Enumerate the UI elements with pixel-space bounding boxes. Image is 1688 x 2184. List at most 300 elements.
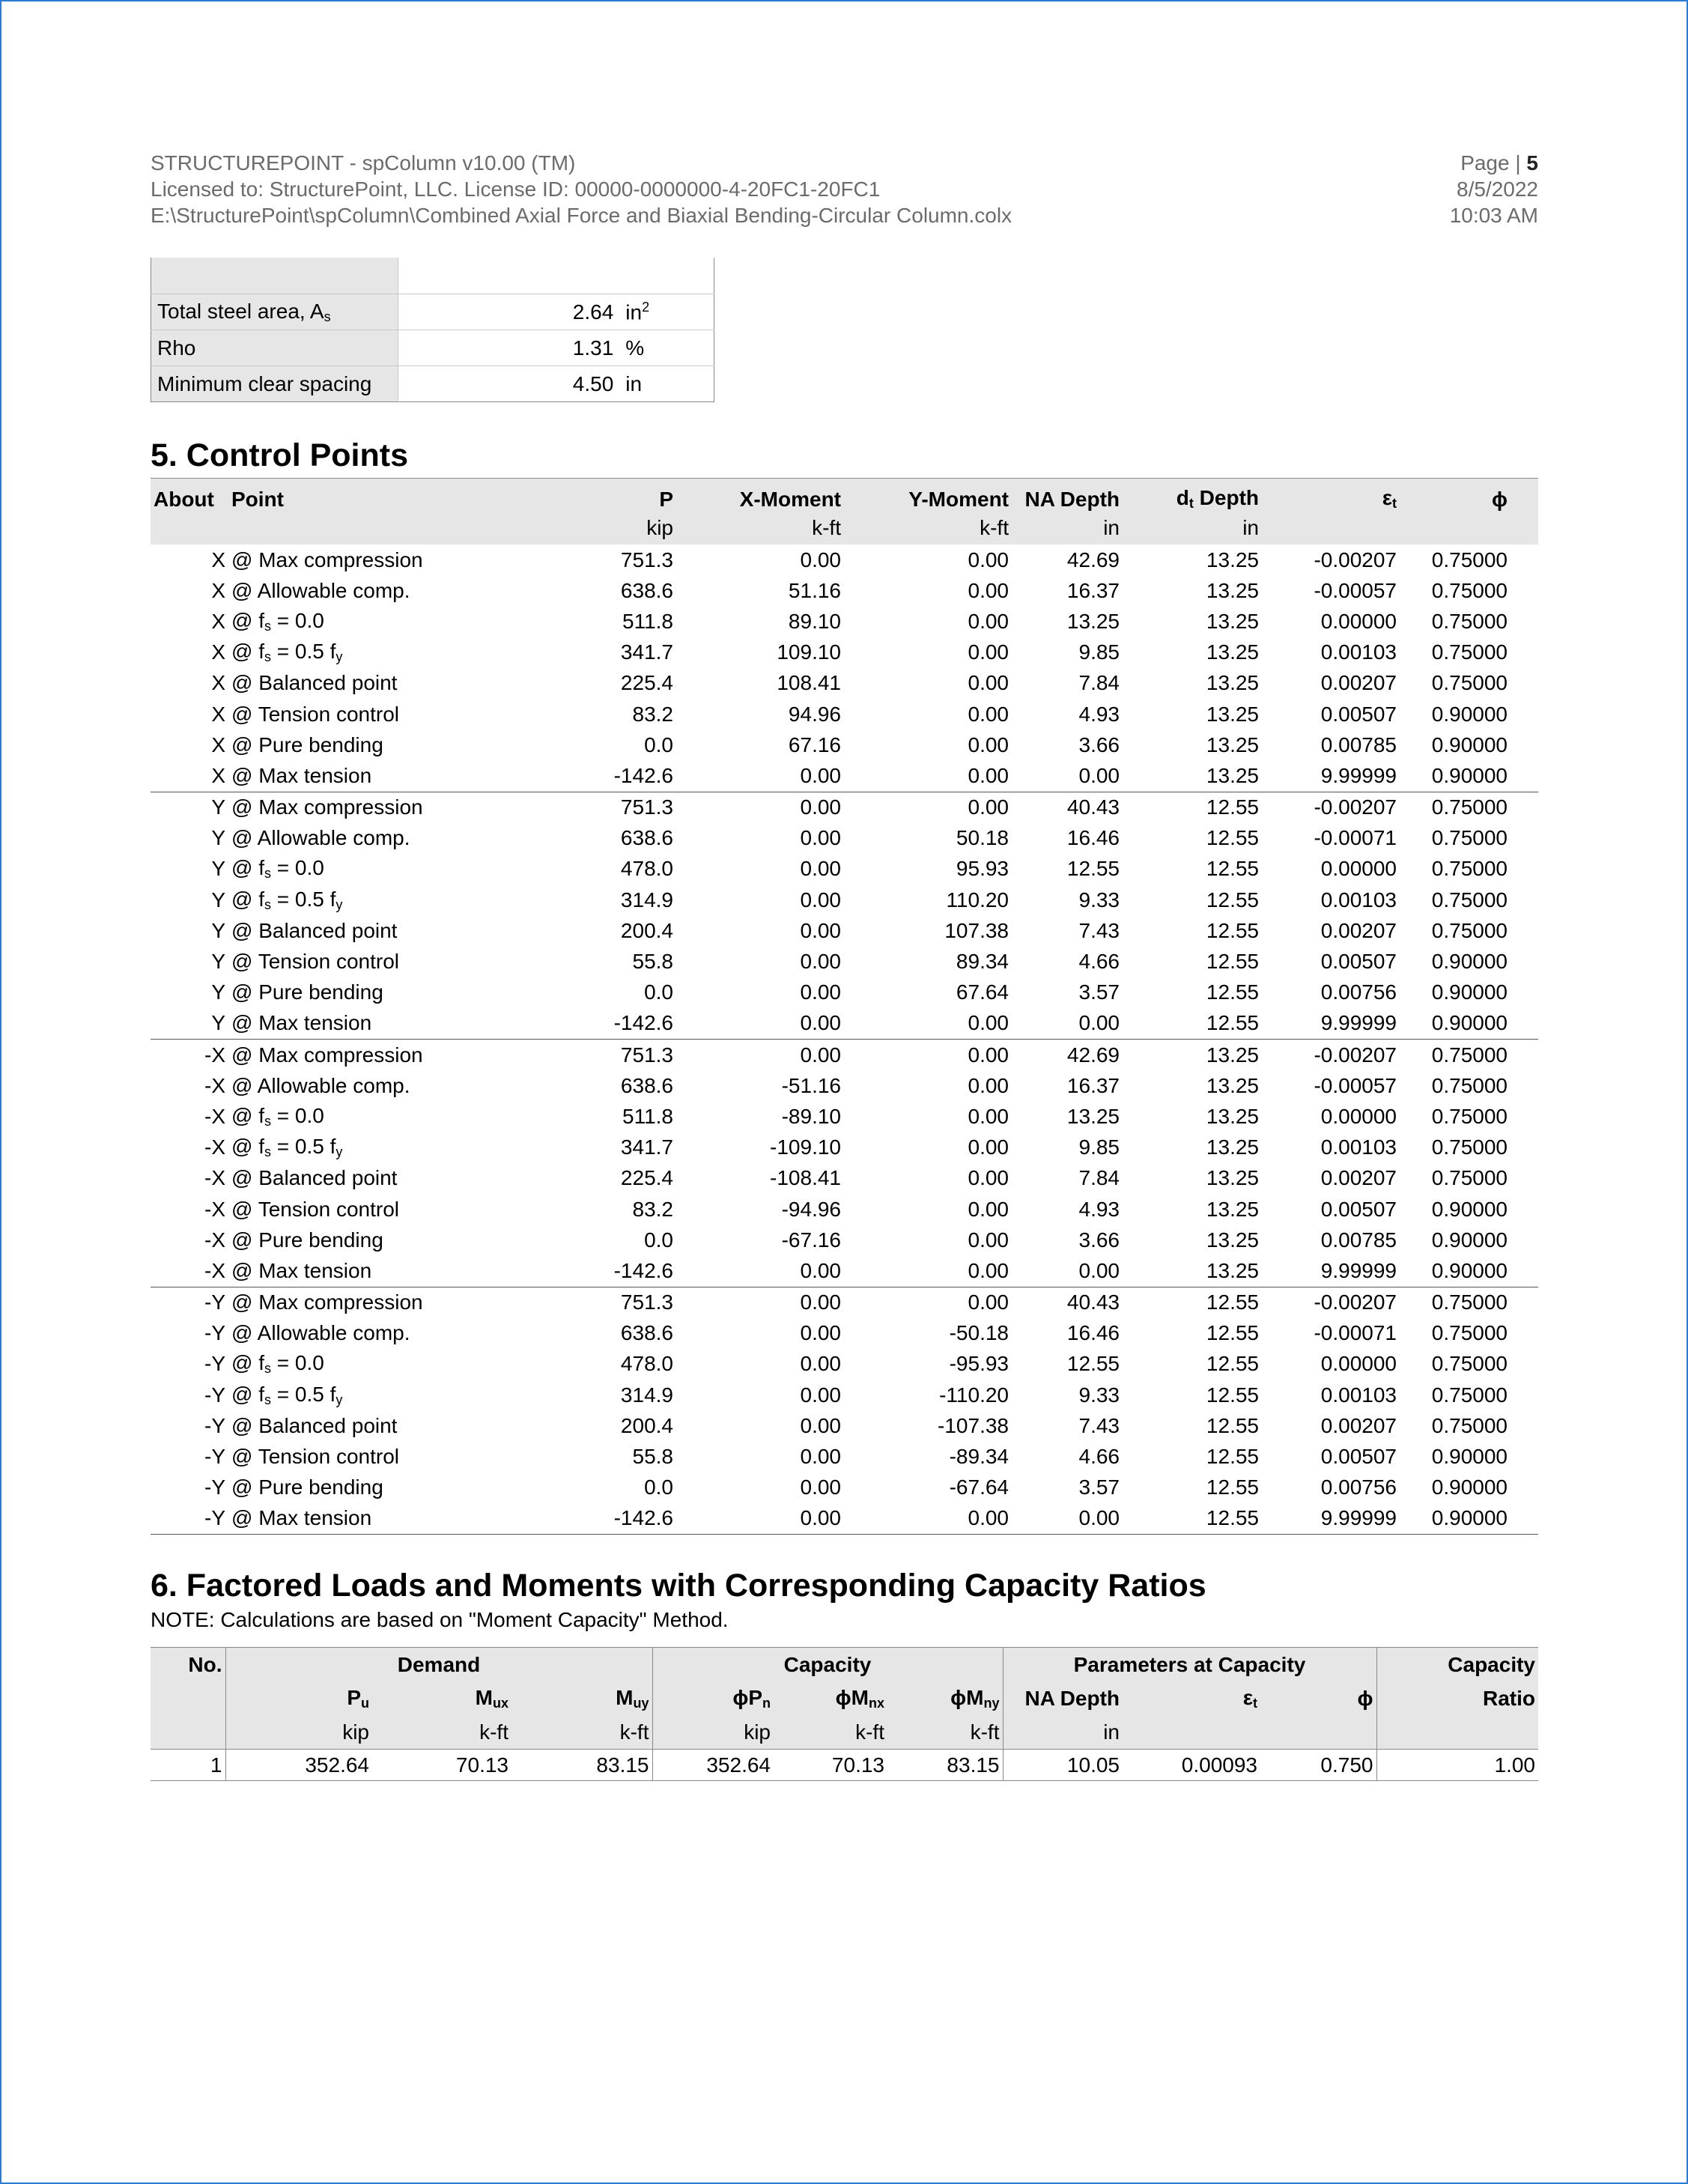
cell-x-moment: 0.00 (800, 980, 841, 1004)
cell-p: -142.6 (476, 1503, 676, 1535)
spacing-unit: in (619, 366, 714, 402)
cell-y-moment: 0.00 (968, 1135, 1009, 1159)
control-points-title: 5. Control Points (151, 437, 408, 473)
cell-p: 638.6 (620, 826, 673, 850)
cell-epsilon-t: 0.00103 (1320, 640, 1397, 664)
cell-phi: 0.75000 (1400, 1287, 1511, 1318)
cell-ratio: 1.00 (1376, 1750, 1538, 1781)
cell-point: @ Tension control (231, 1197, 400, 1221)
cell-about: Y (151, 792, 228, 823)
table-row (151, 1101, 1538, 1132)
table-row (151, 668, 1538, 699)
table-row (151, 854, 1538, 885)
cell-about: -Y (151, 1287, 228, 1318)
cell-dt-depth: 13.25 (1206, 702, 1259, 726)
col-muy: $M_{uy}$ (511, 1681, 652, 1715)
cell-phi: 0.90000 (1431, 702, 1508, 726)
cell-y-moment: -95.93 (949, 1352, 1009, 1376)
cell-point: @ Max tension (228, 1503, 476, 1535)
cell-about: X (211, 547, 225, 571)
cell-y-moment: 0.00 (968, 732, 1009, 756)
table-row (151, 637, 1538, 668)
cell-about: -Y (204, 1383, 225, 1407)
cell-phi: 0.90000 (1400, 1503, 1511, 1535)
cell-dt-depth: 12.55 (1206, 857, 1259, 881)
cell-p: 225.4 (620, 671, 673, 695)
table-row (151, 1472, 1538, 1503)
header-left (151, 150, 1012, 228)
cell-about: -Y (204, 1352, 225, 1376)
cell-about: -X (204, 1135, 225, 1159)
cell-p: 225.4 (620, 1166, 673, 1190)
cell-na-depth: 4.93 (1078, 702, 1120, 726)
cell-epsilon-t: 0.00103 (1320, 888, 1397, 911)
col-no: No. (151, 1648, 225, 1682)
cell-x-moment: -108.41 (770, 1166, 841, 1190)
cell-point: @ Balanced point (231, 1413, 398, 1437)
cell-y-moment: 0.00 (844, 1040, 1012, 1071)
cell-na-depth: 16.46 (1066, 1321, 1120, 1345)
table-row (151, 545, 1538, 575)
col-about: About (151, 479, 228, 512)
spacing-label: Minimum clear spacing (151, 366, 398, 402)
steel-rho-row (151, 330, 714, 366)
cell-p: 751.3 (476, 792, 676, 823)
factored-units-row (151, 1715, 1538, 1750)
col-phi: ϕ (1400, 479, 1511, 512)
cell-y-moment: -67.64 (949, 1475, 1009, 1499)
cell-p: 0.0 (644, 732, 673, 756)
cell-na-depth: 7.43 (1078, 1413, 1120, 1437)
cell-phi: 0.75000 (1431, 1413, 1508, 1437)
cell-epsilon-t: 0.00207 (1320, 671, 1397, 695)
cell-y-moment: -50.18 (949, 1321, 1009, 1345)
page-label: Page | (1460, 151, 1527, 175)
cell-p: 751.3 (476, 1287, 676, 1318)
table-row (151, 1070, 1538, 1101)
col-dt-depth: $d_t$ Depth (1123, 479, 1262, 512)
cell-point: @ Pure bending (231, 980, 383, 1004)
table-row (151, 1194, 1538, 1225)
cell-epsilon-t: 0.00507 (1320, 950, 1397, 974)
cell-about: -Y (204, 1413, 225, 1437)
header-date: 8/5/2022 (1457, 178, 1538, 201)
table-row (151, 1349, 1538, 1380)
table-row (151, 1163, 1538, 1194)
cell-point: @ Pure bending (231, 1228, 383, 1252)
table-row (151, 1008, 1538, 1040)
cell-x-moment: 94.96 (788, 702, 841, 726)
cell-epsilon-t: -0.00207 (1262, 792, 1400, 823)
cell-na-depth: 4.66 (1078, 950, 1120, 974)
cell-dt-depth: 13.25 (1206, 578, 1259, 602)
cell-about: Y (211, 888, 225, 911)
cell-epsilon-t: 0.00507 (1320, 702, 1397, 726)
cell-epsilon-t: 0.00507 (1320, 1197, 1397, 1221)
cell-na-depth: 4.93 (1078, 1197, 1120, 1221)
cell-phi: 0.75000 (1431, 1321, 1508, 1345)
cell-about: Y (211, 857, 225, 881)
cell-x-moment: -109.10 (770, 1135, 841, 1159)
unit-na-depth-capacity: in (1003, 1715, 1123, 1750)
control-points-units-row (151, 512, 1538, 545)
total-steel-unit: $in^2$ (619, 294, 714, 330)
cell-x-moment: 108.41 (777, 671, 841, 695)
cell-mux: 70.13 (372, 1750, 511, 1781)
table-row (151, 1040, 1538, 1071)
table-row (151, 606, 1538, 637)
cell-phi: 0.75000 (1431, 578, 1508, 602)
cell-dt-depth: 13.25 (1206, 1104, 1259, 1128)
cell-phipn: 352.64 (652, 1750, 774, 1781)
cell-point: @ $f_s = 0.0$ (231, 856, 324, 882)
cell-na-depth: 7.84 (1078, 1166, 1120, 1190)
cell-dt-depth: 12.55 (1206, 1383, 1259, 1407)
cell-na-depth: 9.33 (1078, 1383, 1120, 1407)
cell-na-depth: 42.69 (1066, 547, 1120, 571)
cell-point: @ Max tension (231, 763, 372, 787)
cell-phi: 0.75000 (1431, 1135, 1508, 1159)
cell-dt-depth: 12.55 (1206, 1011, 1259, 1035)
cell-y-moment: 89.34 (956, 950, 1009, 974)
col-y-moment: Y-Moment (844, 479, 1012, 512)
table-row (151, 823, 1538, 854)
cell-x-moment: -67.16 (781, 1228, 841, 1252)
cell-x-moment: 0.00 (676, 1040, 844, 1071)
cell-dt-depth: 12.55 (1206, 1413, 1259, 1437)
cell-epsilon-t: 0.00000 (1320, 1352, 1397, 1376)
cell-p: 314.9 (620, 888, 673, 911)
cell-point: @ $f_s = 0.5$ $f_y$ (231, 1382, 343, 1407)
cell-phi: 0.75000 (1400, 1040, 1511, 1071)
col-mux: $M_{ux}$ (372, 1681, 511, 1715)
cell-na-depth: 16.37 (1066, 578, 1120, 602)
cell-x-moment: 0.00 (676, 1287, 844, 1318)
table-row (151, 575, 1538, 606)
cell-na-depth: 13.25 (1066, 609, 1120, 633)
cell-about: Y (211, 980, 225, 1004)
cell-na-depth: 0.00 (1012, 1503, 1123, 1535)
cell-y-moment: -89.34 (949, 1445, 1009, 1469)
table-row (151, 760, 1538, 792)
cell-point: @ Balanced point (231, 918, 398, 942)
cell-na-depth: 12.55 (1066, 1352, 1120, 1376)
cell-na-depth: 40.43 (1012, 792, 1123, 823)
cell-dt-depth: 13.25 (1206, 671, 1259, 695)
cell-epsilon-t: -0.00207 (1262, 1040, 1400, 1071)
cell-point: @ Max compression (228, 792, 476, 823)
cell-na-depth: 12.55 (1066, 857, 1120, 881)
cell-point: @ Allowable comp. (231, 1073, 410, 1097)
col-ratio: Ratio (1376, 1681, 1538, 1715)
cell-dt-depth: 12.55 (1206, 1445, 1259, 1469)
unit-na-depth: in (1012, 512, 1123, 545)
col-p: P (476, 479, 676, 512)
cell-point: @ Pure bending (231, 732, 383, 756)
table-row (151, 1255, 1538, 1287)
cell-y-moment: 0.00 (968, 1073, 1009, 1097)
cell-about: -X (204, 1228, 225, 1252)
cell-na-depth: 3.66 (1078, 1228, 1120, 1252)
cell-p: 314.9 (620, 1383, 673, 1407)
unit-x-moment: k-ft (676, 512, 844, 545)
cell-x-moment: 0.00 (676, 792, 844, 823)
cell-point: @ Max compression (231, 547, 423, 571)
cell-p: -142.6 (613, 1011, 673, 1035)
cell-dt-depth: 13.25 (1206, 1197, 1259, 1221)
unit-pu: kip (225, 1715, 372, 1750)
cell-y-moment: 0.00 (968, 1011, 1009, 1035)
cell-p: 341.7 (620, 640, 673, 664)
factored-loads-note: NOTE: Calculations are based on "Moment Capacity" Method. (151, 1608, 729, 1631)
header-page (1450, 150, 1538, 176)
cell-point: @ Max tension (231, 1258, 372, 1282)
cell-dt-depth: 12.55 (1123, 1287, 1262, 1318)
factored-loads-table (151, 1647, 1538, 1781)
cell-about: -X (204, 1166, 225, 1190)
cell-y-moment: 110.20 (946, 888, 1009, 911)
cell-na-depth: 3.57 (1078, 980, 1120, 1004)
cell-dt-depth: 13.25 (1206, 1166, 1259, 1190)
table-row (151, 1287, 1538, 1318)
cell-p: 83.2 (632, 702, 673, 726)
cell-dt-depth: 13.25 (1206, 640, 1259, 664)
cell-about: X (211, 702, 225, 726)
cell-y-moment: 0.00 (968, 1258, 1009, 1282)
cell-dt-depth: 13.25 (1206, 1073, 1259, 1097)
cell-point: @ Balanced point (231, 1166, 398, 1190)
cell-dt-depth: 13.25 (1206, 1228, 1259, 1252)
cell-phi: 0.90000 (1431, 950, 1508, 974)
cell-y-moment: 95.93 (956, 857, 1009, 881)
cell-point: @ Max compression (228, 1287, 476, 1318)
cell-p: 638.6 (620, 1321, 673, 1345)
cell-p: -142.6 (613, 763, 673, 787)
cell-y-moment: 0.00 (968, 609, 1009, 633)
cell-epsilon-t: 0.00756 (1320, 1475, 1397, 1499)
cell-phi: 0.90000 (1431, 1228, 1508, 1252)
cell-point: @ Max compression (228, 1040, 476, 1071)
cell-about: X (211, 763, 225, 787)
col-group-demand: Demand (225, 1648, 652, 1682)
col-group-ratio: Capacity (1376, 1648, 1538, 1682)
cell-x-moment: 109.10 (777, 640, 841, 664)
cell-p: -142.6 (613, 1258, 673, 1282)
unit-phipn: kip (652, 1715, 774, 1750)
cell-epsilon-t: -0.00071 (1314, 1321, 1397, 1345)
cell-point: @ $f_s = 0.5$ $f_y$ (231, 640, 343, 665)
cell-phi: 0.75000 (1431, 671, 1508, 695)
cell-y-moment: 0.00 (844, 792, 1012, 823)
cell-x-moment: -94.96 (781, 1197, 841, 1221)
cell-x-moment: 89.10 (788, 609, 841, 633)
cell-muy: 83.15 (511, 1750, 652, 1781)
col-phimnx: $\phi M_{nx}$ (774, 1681, 887, 1715)
cell-y-moment: 0.00 (968, 1166, 1009, 1190)
cell-na-depth: 9.85 (1078, 1135, 1120, 1159)
table-row (151, 885, 1538, 915)
unit-p: kip (476, 512, 676, 545)
cell-epsilon-t: 0.00000 (1320, 857, 1397, 881)
cell-y-moment: 0.00 (968, 1228, 1009, 1252)
cell-about: -X (151, 1040, 228, 1071)
cell-p: 478.0 (620, 1352, 673, 1376)
cell-phi: 0.90000 (1431, 763, 1508, 787)
cell-p: 638.6 (620, 578, 673, 602)
cell-about: Y (211, 1011, 225, 1035)
col-phimny: $\phi M_{ny}$ (887, 1681, 1003, 1715)
cell-phimnx: 70.13 (774, 1750, 887, 1781)
total-steel-label: Total steel area, $A_s$ (151, 294, 398, 330)
factored-loads-title: 6. Factored Loads and Moments with Corresponding Capacity Ratios (151, 1568, 1206, 1604)
cell-dt-depth: 12.55 (1123, 792, 1262, 823)
cell-na-depth: 3.66 (1078, 732, 1120, 756)
cell-epsilon-t: 0.00207 (1320, 918, 1397, 942)
cell-about: -Y (151, 1503, 228, 1535)
rho-value: 1.31 (398, 330, 620, 366)
rho-label: Rho (151, 330, 398, 366)
cell-about: -X (204, 1197, 225, 1221)
cell-p: 0.0 (644, 1228, 673, 1252)
control-points-header-row (151, 479, 1538, 512)
cell-p: 341.7 (620, 1135, 673, 1159)
cell-point: @ Allowable comp. (231, 826, 410, 850)
cell-epsilon-t: 9.99999 (1320, 763, 1397, 787)
cell-phi: 0.75000 (1431, 918, 1508, 942)
cell-p: 200.4 (620, 918, 673, 942)
cell-na-depth: 42.69 (1012, 1040, 1123, 1071)
cell-dt-depth: 12.55 (1206, 950, 1259, 974)
cell-p: 511.8 (622, 1104, 673, 1128)
cell-phi: 0.75000 (1400, 792, 1511, 823)
cell-x-moment: -89.10 (781, 1104, 841, 1128)
table-row (151, 1225, 1538, 1255)
cell-epsilon-t: 0.00103 (1320, 1383, 1397, 1407)
cell-p: 0.0 (644, 980, 673, 1004)
cell-about: X (211, 732, 225, 756)
cell-y-moment: 0.00 (968, 547, 1009, 571)
cell-epsilon-t: 0.00785 (1320, 1228, 1397, 1252)
cell-epsilon-t: 0.00000 (1320, 609, 1397, 633)
cell-na-depth: 3.57 (1078, 1475, 1120, 1499)
steel-total-row (151, 294, 714, 330)
cell-epsilon-t: 9.99999 (1320, 1011, 1397, 1035)
cell-phi: 0.75000 (1431, 1073, 1508, 1097)
cell-point: @ Max tension (231, 1011, 372, 1035)
cell-point: @ Allowable comp. (231, 578, 410, 602)
cell-x-moment: 0.00 (800, 950, 841, 974)
cell-phi: 0.75000 (1431, 826, 1508, 850)
cell-point: @ Tension control (231, 1445, 400, 1469)
cell-about: -X (204, 1104, 225, 1128)
cell-epsilon-t: 0.00207 (1320, 1413, 1397, 1437)
cell-dt-depth: 12.55 (1206, 980, 1259, 1004)
cell-dt-depth: 13.25 (1206, 609, 1259, 633)
col-na-depth: NA Depth (1012, 479, 1123, 512)
cell-na-depth: 40.43 (1012, 1287, 1123, 1318)
cell-x-moment: 0.00 (800, 888, 841, 911)
unit-y-moment: k-ft (844, 512, 1012, 545)
unit-dt-depth: in (1123, 512, 1262, 545)
cell-x-moment: 0.00 (800, 1258, 841, 1282)
table-row (151, 699, 1538, 729)
col-group-parameters: Parameters at Capacity (1003, 1648, 1376, 1682)
cell-epsilon-t: 0.00207 (1320, 1166, 1397, 1190)
col-epsilon-t-capacity: $\varepsilon_t$ (1123, 1681, 1260, 1715)
cell-x-moment: 0.00 (800, 763, 841, 787)
cell-dt-depth: 12.55 (1206, 888, 1259, 911)
total-steel-value: 2.64 (398, 294, 620, 330)
table-row (151, 1132, 1538, 1163)
header-right (1450, 150, 1538, 228)
cell-epsilon-t: 0.00000 (1320, 1104, 1397, 1128)
cell-about: X (211, 671, 225, 695)
cell-p: 751.3 (476, 1040, 676, 1071)
cell-phi: 0.75000 (1431, 640, 1508, 664)
cell-epsilon-t: 9.99999 (1320, 1258, 1397, 1282)
cell-y-moment: -107.38 (938, 1413, 1009, 1437)
cell-phi: 0.75000 (1431, 857, 1508, 881)
cell-x-moment: 0.00 (676, 1503, 844, 1535)
cell-about: Y (211, 826, 225, 850)
cell-y-moment: 0.00 (968, 702, 1009, 726)
factored-column-header-row (151, 1681, 1538, 1715)
cell-na-depth: 0.00 (1078, 763, 1120, 787)
cell-na-depth: 16.46 (1066, 826, 1120, 850)
cell-x-moment: 0.00 (800, 1475, 841, 1499)
cell-about: -Y (204, 1445, 225, 1469)
cell-na-depth: 13.25 (1066, 1104, 1120, 1128)
col-pu: $P_u$ (225, 1681, 372, 1715)
cell-epsilon-t: 0.00093 (1123, 1750, 1260, 1781)
cell-epsilon-t: 0.00103 (1320, 1135, 1397, 1159)
cell-na-depth: 7.84 (1078, 671, 1120, 695)
cell-p: 83.2 (632, 1197, 673, 1221)
control-points-body (151, 545, 1538, 1535)
control-points-table (151, 478, 1538, 1535)
table-row (151, 1750, 1538, 1781)
unit-muy: k-ft (511, 1715, 652, 1750)
cell-dt-depth: 12.55 (1206, 1352, 1259, 1376)
unit-phimnx: k-ft (774, 1715, 887, 1750)
cell-na-depth: 9.85 (1078, 640, 1120, 664)
cell-p: 638.6 (620, 1073, 673, 1097)
cell-phi: 0.90000 (1431, 1258, 1508, 1282)
cell-x-moment: 0.00 (800, 1352, 841, 1376)
cell-x-moment: 0.00 (800, 1445, 841, 1469)
cell-na-depth: 4.66 (1078, 1445, 1120, 1469)
cell-p: 55.8 (632, 950, 673, 974)
cell-y-moment: 0.00 (968, 671, 1009, 695)
table-row (151, 915, 1538, 946)
cell-phi: 0.90000 (1431, 1011, 1508, 1035)
cell-x-moment: 67.16 (788, 732, 841, 756)
cell-phi: 0.75000 (1431, 1383, 1508, 1407)
header-filepath: E:\StructurePoint\spColumn\Combined Axial Force and Biaxial Bending-Circular Column.colx (151, 204, 1013, 227)
cell-phi: 0.75000 (1431, 1166, 1508, 1190)
cell-na-depth: 16.37 (1066, 1073, 1120, 1097)
cell-point: @ $f_s = 0.0$ (231, 1351, 324, 1377)
cell-epsilon-t: -0.00207 (1314, 547, 1397, 571)
cell-point: @ $f_s = 0.5$ $f_y$ (231, 1135, 343, 1160)
cell-p: 55.8 (632, 1445, 673, 1469)
cell-y-moment: 107.38 (944, 918, 1009, 942)
cell-phi: 0.90000 (1431, 732, 1508, 756)
cell-point: @ Balanced point (231, 671, 398, 695)
cell-p: 478.0 (620, 857, 673, 881)
cell-epsilon-t: -0.00207 (1262, 1287, 1400, 1318)
cell-point: @ $f_s = 0.5$ $f_y$ (231, 887, 343, 912)
